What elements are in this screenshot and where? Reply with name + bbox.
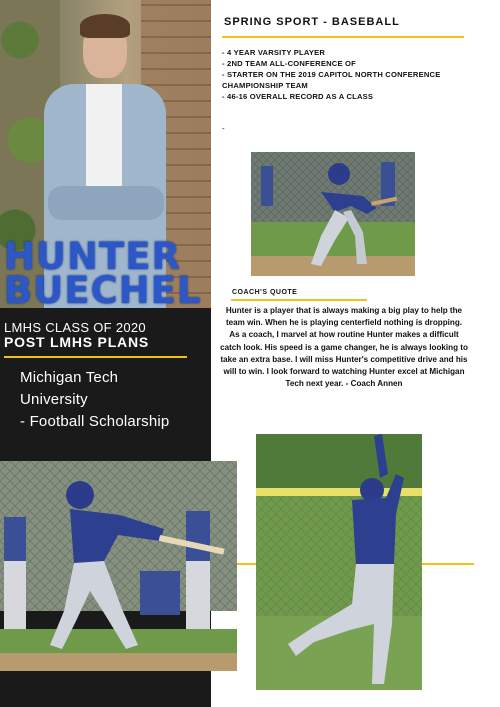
divider [237,563,256,565]
sport-heading: SPRING SPORT - BASEBALL [224,16,400,28]
list-item: Michigan Tech [20,369,119,386]
leaping-catch-photo [256,434,422,690]
divider [222,36,464,38]
list-item: - 4 YEAR VARSITY PLAYER [222,48,326,57]
plans-list [20,367,169,433]
divider [422,563,474,565]
divider [4,356,187,358]
list-item: - 46-16 OVERALL RECORD AS A CLASS [222,92,374,101]
coach-quote: Hunter is a player that is always making a big play to help the team win. When he is playing centerfield nothing is dropping. As a coach, I marvel at how routine Hunter makes a difficult catch look. His speed is a game changer, he is always looking to take an extra base. I will miss Hunter's competitive drive and his will to win. I look forward to watching Hunter excel at Michigan Tech next year. - Coach Annen [220,306,468,389]
accomplishments-list [222,47,472,102]
list-item: - STARTER ON THE 2019 CAPITOL NORTH CONFERENCE CHAMPIONSHIP TEAM [222,70,441,90]
list-item: University [20,391,88,408]
divider [231,299,367,301]
quote-heading: COACH'S QUOTE [232,289,298,296]
stray-mark: - [222,124,225,133]
player-first-name: HUNTER [4,235,181,278]
class-year: LMHS CLASS OF 2020 [4,320,146,335]
plans-heading: POST LMHS PLANS [4,334,150,350]
player-last-name: BUECHEL [4,269,202,312]
list-item: - 2ND TEAM ALL-CONFERENCE OF [222,59,356,68]
list-item: - Football Scholarship [20,413,170,430]
batting-swing-photo [0,461,237,671]
bunting-action-photo [251,152,415,276]
